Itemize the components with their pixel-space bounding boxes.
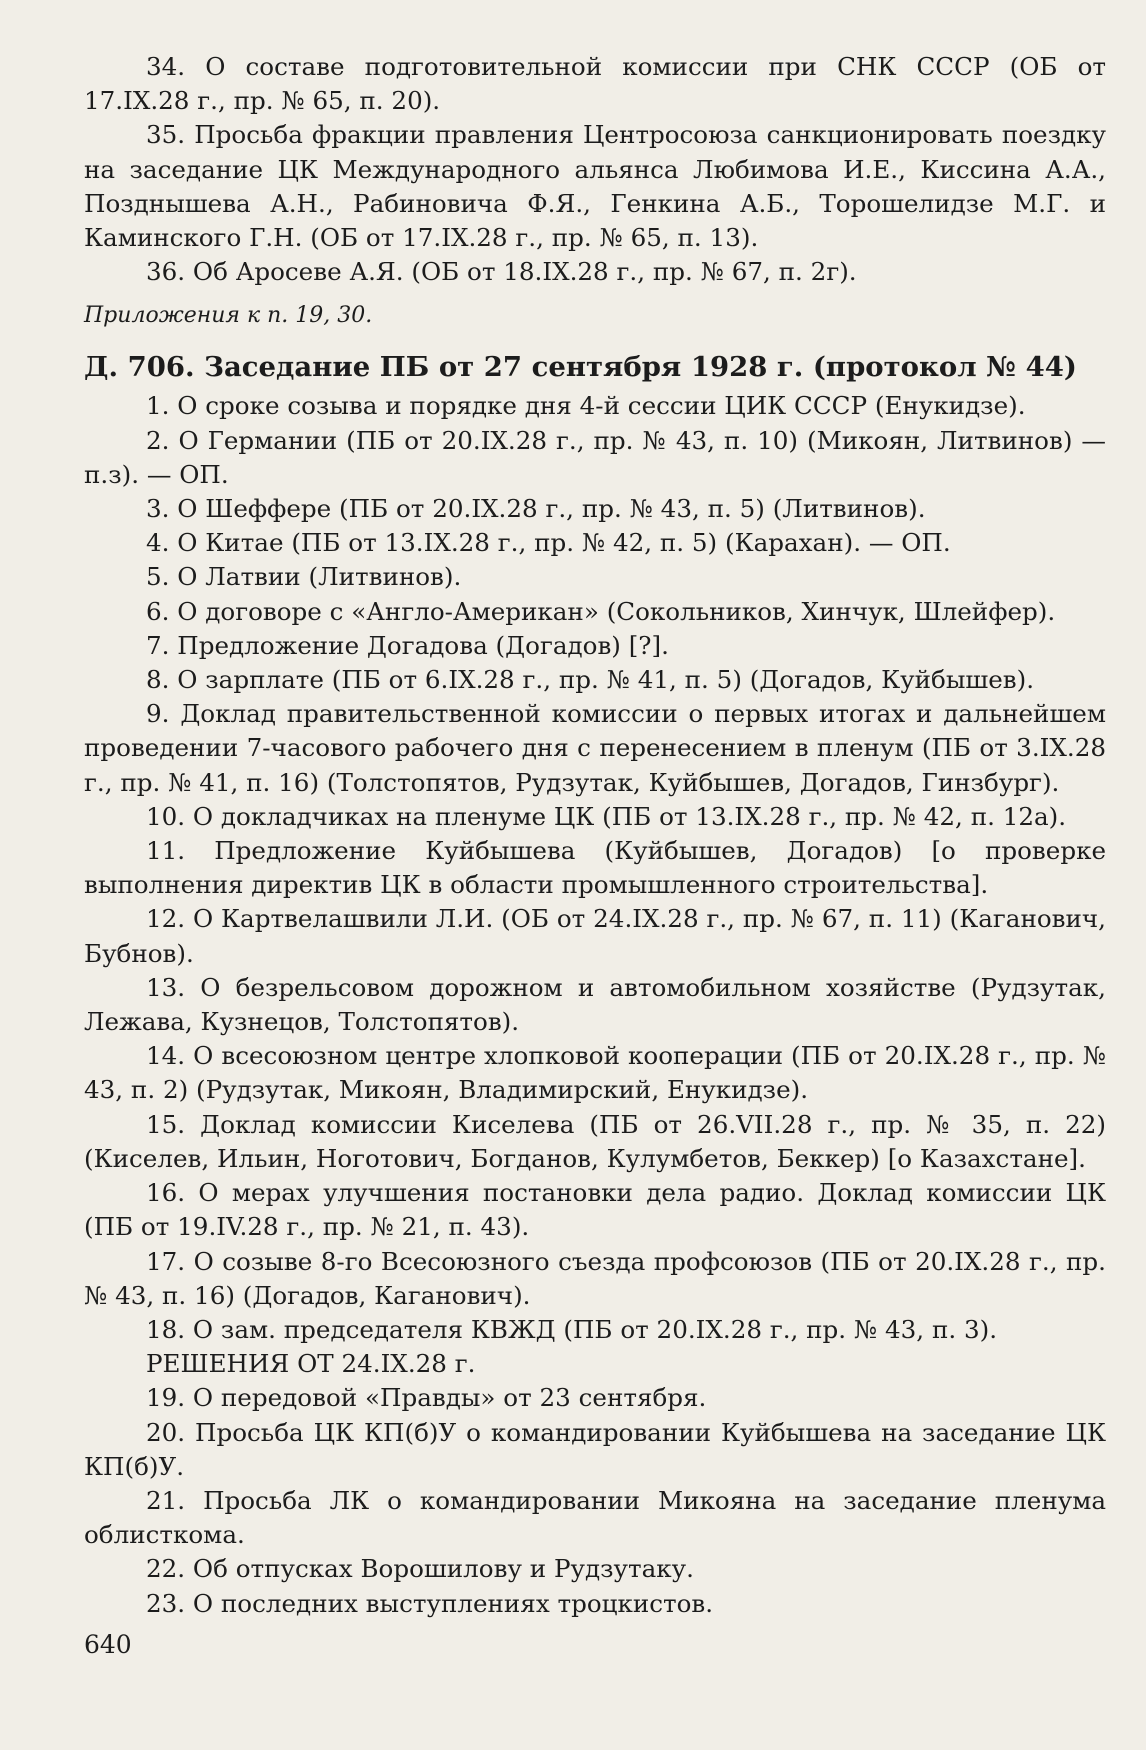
decisions-label: РЕШЕНИЯ ОТ 24.IX.28 г.	[146, 1349, 476, 1379]
text-column	[84, 50, 1106, 1621]
list-item: 36. Об Аросеве А.Я. (ОБ от 18.IX.28 г., пр. № 67, п. 2г).	[146, 257, 857, 287]
list-item: 10. О докладчиках на пленуме ЦК (ПБ от 13.IX.28 г., пр. № 42, п. 12а).	[146, 801, 1067, 831]
list-item: 35. Просьба фракции правления Центросоюза санкционировать поездку на заседание ЦК Международного альянса Любимова И.Е., Киссина А.А., Позднышева А.Н., Рабиновича Ф.Я., Генкина А.Б., Торошелидзе М.Г. и Каминского Г.Н. (ОБ от 17.IX.28 г., пр. № 65, п. 13).	[84, 120, 1106, 253]
list-item: 20. Просьба ЦК КП(б)У о командировании Куйбышева на заседание ЦК КП(б)У.	[84, 1417, 1106, 1481]
list-item: 11. Предложение Куйбышева (Куйбышев, Догадов) [о проверке выполнения директив ЦК в области промышленного строительства].	[84, 836, 1106, 900]
list-item: 5. О Латвии (Литвинов).	[146, 562, 462, 592]
list-item: 13. О безрельсовом дорожном и автомобильном хозяйстве (Рудзутак, Лежава, Кузнецов, Толстопятов).	[84, 972, 1106, 1037]
appendix-note: Приложения к п. 19, 30.	[84, 303, 373, 329]
list-item: 34. О составе подготовительной комиссии при СНК СССР (ОБ от 17.IX.28 г., пр. № 65, п. 20).	[84, 52, 1106, 116]
list-item: 4. О Китае (ПБ от 13.IX.28 г., пр. № 42, п. 5) (Карахан). — ОП.	[146, 528, 951, 558]
list-item: 14. О всесоюзном центре хлопковой кооперации (ПБ от 20.IX.28 г., пр. № 43, п. 2) (Рудзутак, Микоян, Владимирский, Енукидзе).	[84, 1041, 1106, 1105]
page-number: 640	[84, 1630, 132, 1659]
list-item: 6. О договоре с «Англо-Американ» (Сокольников, Хинчук, Шлейфер).	[146, 596, 1056, 626]
list-item: 23. О последних выступлениях троцкистов.	[146, 1588, 714, 1618]
list-item: 8. О зарплате (ПБ от 6.IX.28 г., пр. № 41, п. 5) (Догадов, Куйбышев).	[146, 665, 1035, 695]
list-item: 19. О передовой «Правды» от 23 сентября.	[146, 1383, 707, 1413]
list-item: 12. О Картвелашвили Л.И. (ОБ от 24.IX.28 г., пр. № 67, п. 11) (Каганович, Бубнов).	[84, 904, 1106, 968]
list-item: 3. О Шеффере (ПБ от 20.IX.28 г., пр. № 43, п. 5) (Литвинов).	[146, 494, 926, 524]
section-heading: Д. 706. Заседание ПБ от 27 сентября 1928 г. (протокол № 44)	[84, 351, 1077, 384]
list-item: 16. О мерах улучшения постановки дела радио. Доклад комиссии ЦК (ПБ от 19.IV.28 г., пр. № 21, п. 43).	[84, 1178, 1106, 1242]
list-item: 18. О зам. председателя КВЖД (ПБ от 20.IX.28 г., пр. № 43, п. 3).	[146, 1314, 998, 1344]
list-item: 21. Просьба ЛК о командировании Микояна на заседание пленума облисткома.	[84, 1485, 1106, 1550]
list-item: 1. О сроке созыва и порядке дня 4-й сессии ЦИК СССР (Енукидзе).	[146, 391, 1026, 421]
list-item: 22. Об отпусках Ворошилову и Рудзутаку.	[146, 1554, 694, 1584]
list-item: 17. О созыве 8-го Всесоюзного съезда профсоюзов (ПБ от 20.IX.28 г., пр. № 43, п. 16) (Догадов, Каганович).	[84, 1246, 1106, 1310]
list-item: 2. О Германии (ПБ от 20.IX.28 г., пр. № 43, п. 10) (Микоян, Литвинов) — п.з). — ОП.	[84, 425, 1106, 489]
list-item: 15. Доклад комиссии Киселева (ПБ от 26.VII.28 г., пр. № 35, п. 22) (Киселев, Ильин, Ноготович, Богданов, Кулумбетов, Беккер) [о Казахстане].	[84, 1109, 1106, 1173]
list-item: 9. Доклад правительственной комиссии о первых итогах и дальнейшем проведении 7-часового рабочего дня с перенесением в пленум (ПБ от 3.IX.28 г., пр. № 41, п. 16) (Толстопятов, Рудзутак, Куйбышев, Догадов, Гинзбург).	[84, 699, 1106, 797]
list-item: 7. Предложение Догадова (Догадов) [?].	[146, 630, 669, 660]
